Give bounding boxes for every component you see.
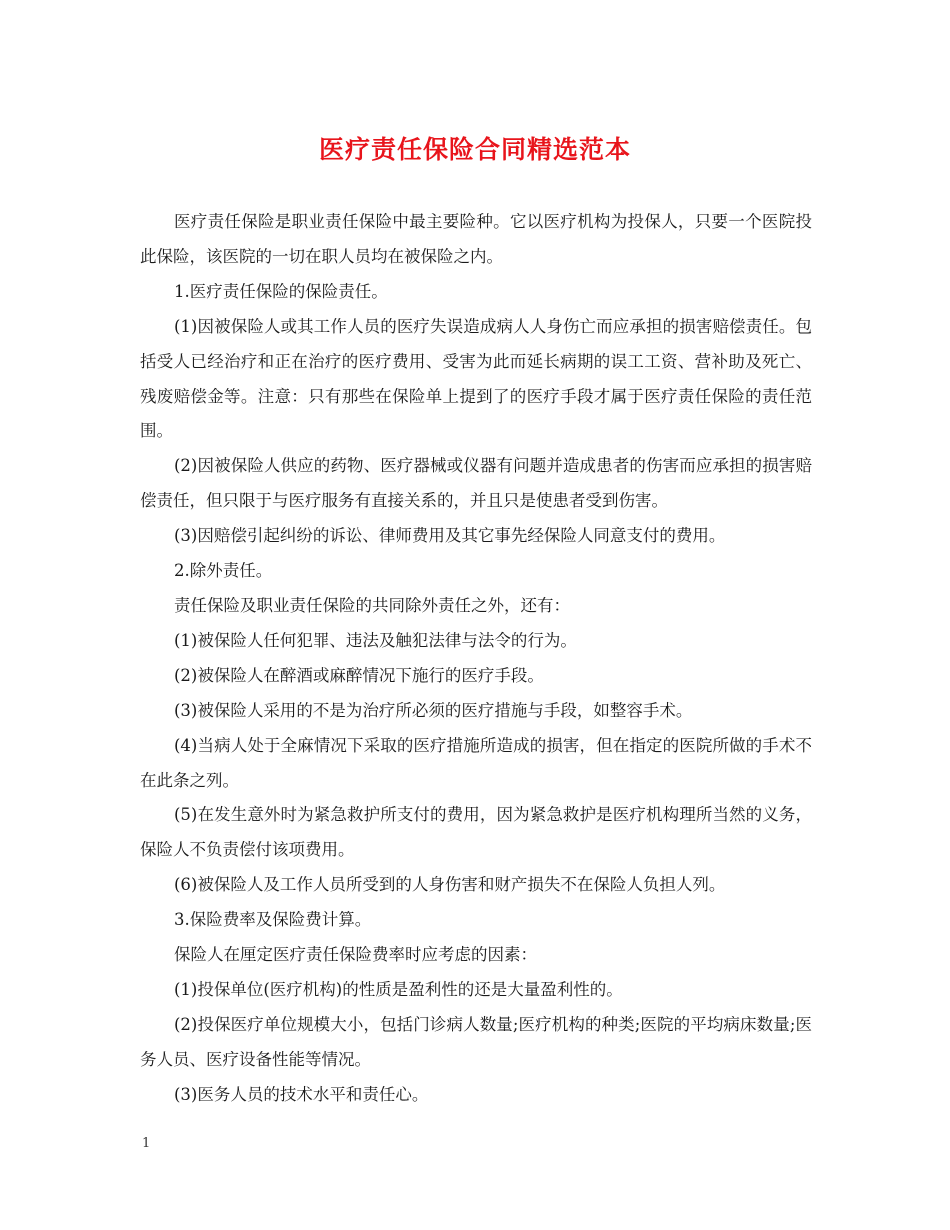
section-heading: 2.除外责任。 bbox=[174, 561, 273, 581]
paragraph: 责任保险及职业责任保险的共同除外责任之外，还有： bbox=[174, 595, 570, 615]
document-title: 医疗责任保险合同精选范本 bbox=[318, 135, 631, 164]
paragraph: (5)在发生意外时为紧急救护所支付的费用，因为紧急救护是医疗机构理所当然的义务，保险人不负责偿付该项费用。 bbox=[140, 805, 812, 860]
paragraph: 医疗责任保险是职业责任保险中最主要险种。它以医疗机构为投保人，只要一个医院投此保险，该医院的一切在职人员均在被保险之内。 bbox=[140, 212, 812, 266]
paragraph: (3)医务人员的技术水平和责任心。 bbox=[174, 1084, 429, 1104]
section-heading: 1.医疗责任保险的保险责任。 bbox=[174, 281, 388, 301]
paragraph: (4)当病人处于全麻情况下采取的医疗措施所造成的损害，但在指定的医院所做的手术不在此条之列。 bbox=[140, 735, 812, 790]
paragraph: (1)因被保险人或其工作人员的医疗失误造成病人人身伤亡而应承担的损害赔偿责任。包括受人已经治疗和正在治疗的医疗费用、受害为此而延长病期的误工工资、营补助及死亡、残废赔偿金等。注意：只有那些在保险单上提到了的医疗手段才属于医疗责任保险的责任范围。 bbox=[140, 316, 812, 441]
document-body bbox=[140, 205, 812, 1113]
paragraph: (2)因被保险人供应的药物、医疗器械或仪器有问题并造成患者的伤害而应承担的损害赔偿责任，但只限于与医疗服务有直接关系的，并且只是使患者受到伤害。 bbox=[140, 456, 812, 511]
paragraph: (2)被保险人在醉酒或麻醉情况下施行的医疗手段。 bbox=[174, 665, 544, 685]
paragraph: (3)被保险人采用的不是为治疗所必须的医疗措施与手段，如整容手术。 bbox=[174, 700, 693, 720]
paragraph: (2)投保医疗单位规模大小，包括门诊病人数量;医疗机构的种类;医院的平均病床数量;医务人员、医疗设备性能等情况。 bbox=[140, 1014, 812, 1069]
section-heading: 3.保险费率及保险费计算。 bbox=[174, 910, 372, 930]
paragraph: (1)被保险人任何犯罪、违法及触犯法律与法令的行为。 bbox=[174, 630, 577, 650]
paragraph: (3)因赔偿引起纠纷的诉讼、律师费用及其它事先经保险人同意支付的费用。 bbox=[174, 526, 726, 546]
paragraph: (1)投保单位(医疗机构)的性质是盈利性的还是大量盈利性的。 bbox=[174, 979, 623, 999]
page-number: 1 bbox=[142, 1136, 151, 1151]
paragraph: (6)被保险人及工作人员所受到的人身伤害和财产损失不在保险人负担人列。 bbox=[174, 875, 726, 895]
paragraph: 保险人在厘定医疗责任保险费率时应考虑的因素： bbox=[174, 945, 537, 965]
